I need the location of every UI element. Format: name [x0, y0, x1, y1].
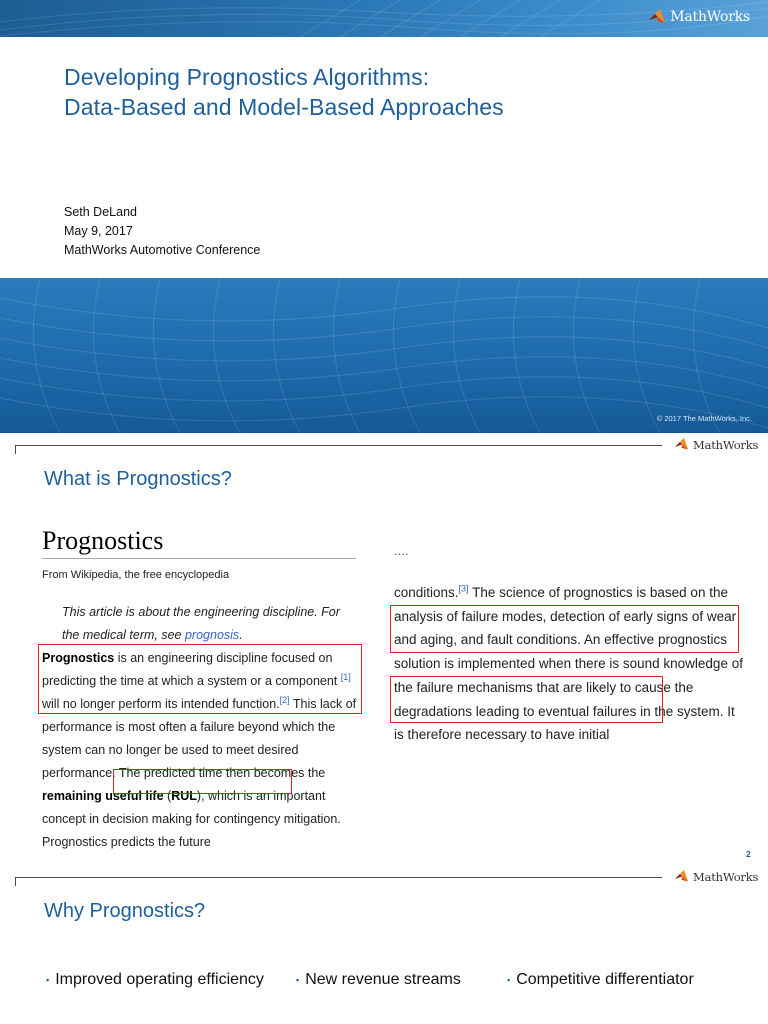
header-rule: [15, 877, 662, 878]
presentation-title-line-1: Developing Prognostics Algorithms:: [64, 64, 430, 90]
conference-name: MathWorks Automotive Conference: [64, 243, 261, 257]
brand-logo: [674, 437, 758, 452]
header-rule-tick: [15, 877, 16, 886]
author-name: Seth DeLand: [64, 205, 137, 219]
copyright-notice: © 2017 The MathWorks, Inc.: [656, 414, 752, 423]
term-rul: RUL: [171, 789, 197, 803]
excerpt-text: This lack of performance is most often a failure beyond which the system can no longer be used to meet desired performance. The predicted time then becomes the: [42, 697, 357, 780]
hatnote-end: .: [239, 628, 243, 642]
term-remaining-useful-life: remaining useful life: [42, 789, 164, 803]
banner-mesh-pattern: [0, 278, 768, 433]
citation-1-link[interactable]: [1]: [340, 671, 351, 682]
bullet-text: Competitive differentiator: [516, 971, 694, 988]
prognosis-link[interactable]: prognosis: [184, 628, 240, 642]
bullet-item: [46, 971, 264, 989]
excerpt-text: will no longer perform its intended function.: [42, 697, 280, 711]
header-rule-tick: [15, 445, 16, 454]
wiki-excerpt-left: [42, 647, 360, 854]
slide-what-is-prognostics: [0, 433, 768, 865]
slide-why-prognostics: [0, 865, 768, 1024]
membrane-logo-icon: [674, 869, 689, 884]
bullet-marker-icon: ▪: [507, 975, 511, 985]
wiki-excerpt-right: [394, 581, 744, 747]
presentation-date: May 9, 2017: [64, 224, 133, 238]
brand-logo: [674, 869, 758, 884]
excerpt-text: (: [163, 789, 172, 803]
bullet-text: Improved operating efficiency: [55, 971, 264, 988]
wiki-article-heading: Prognostics: [42, 526, 164, 555]
brand-name: MathWorks: [670, 9, 750, 25]
excerpt-text: ): [196, 789, 202, 803]
excerpt-text: conditions.: [394, 585, 459, 600]
wiki-hatnote: [62, 601, 360, 647]
excerpt-text: , which is an important concept in decision making for contingency mitigation. Prognostics predicts the future: [42, 789, 341, 849]
membrane-logo-icon: [674, 437, 689, 452]
ellipsis: ....: [394, 543, 409, 558]
page-number: 2: [746, 849, 751, 859]
slide-title: Why Prognostics?: [44, 900, 206, 922]
excerpt-text: is an engineering discipline focused on predicting the time at which a system or a component: [42, 651, 341, 688]
hatnote-text: This article is about the engineering discipline. For the medical term, see: [62, 605, 340, 642]
bullet-marker-icon: ▪: [296, 975, 300, 985]
bullet-marker-icon: ▪: [46, 975, 50, 985]
brand-name: MathWorks: [693, 437, 759, 452]
brand-logo: [648, 8, 750, 26]
excerpt-text: The science of prognostics is based on the analysis of failure modes, detection of early signs of wear and aging, and fault conditions. An effective prognostics solution is implemented when there is sound knowledge of the failure mechanisms that are likely to cause the degradations leading to eventual failures in the system. It is therefore necessary to have initial: [394, 585, 743, 743]
wiki-heading-rule: [42, 558, 356, 559]
citation-3-link[interactable]: [3]: [458, 583, 469, 594]
header-rule: [15, 445, 662, 446]
bullet-item: [296, 971, 461, 989]
membrane-logo-icon: [648, 8, 666, 26]
term-prognostics: Prognostics: [42, 651, 115, 665]
title-slide: [0, 0, 768, 433]
wiki-source-line: From Wikipedia, the free encyclopedia: [42, 569, 230, 581]
bullet-text: New revenue streams: [305, 971, 461, 988]
brand-name: MathWorks: [693, 869, 759, 884]
citation-2-link[interactable]: [2]: [279, 694, 290, 705]
footer-banner: [0, 278, 768, 433]
bullet-item: [507, 971, 694, 989]
slide-title: What is Prognostics?: [44, 468, 232, 490]
presentation-title-line-2: Data-Based and Model-Based Approaches: [64, 94, 504, 120]
